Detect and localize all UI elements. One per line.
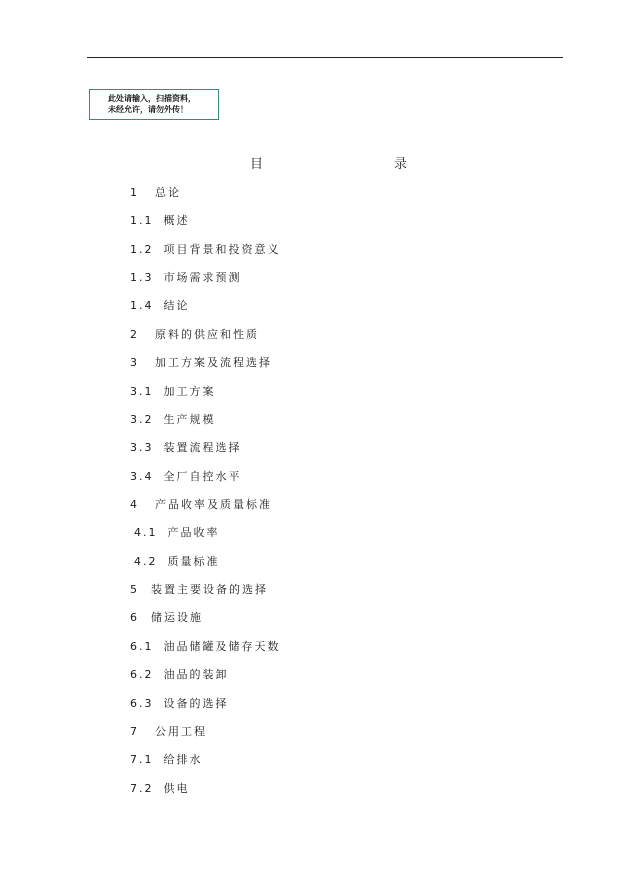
toc-entry-1-3[interactable] [130,270,242,286]
toc-entry-6[interactable] [130,610,203,626]
toc-entry-number: 3.2 [130,413,154,426]
toc-entry-number: 7.2 [130,782,154,795]
toc-entry-text: 总论 [155,186,181,199]
toc-entry-text: 结论 [163,299,190,312]
toc-entry-text: 储运设施 [151,611,203,624]
toc-entry-number: 4 [130,498,139,511]
toc-entry-text: 加工方案 [163,385,216,398]
toc-title-left: 目 [250,157,264,172]
toc-entry-text: 加工方案及流程选择 [155,356,272,369]
toc-entry-number: 1.1 [130,214,154,227]
notice-line-2: 未经允许，请勿外传！ [108,105,188,114]
toc-entry-number: 1 [130,186,139,199]
toc-entry-text: 供电 [163,782,190,795]
toc-entry-text: 项目背景和投资意义 [163,243,281,256]
toc-entry-3-1[interactable] [130,384,216,400]
toc-entry-4-2[interactable] [134,554,220,570]
toc-entry-text: 产品收率 [167,526,220,539]
toc-entry-number: 1.4 [130,299,154,312]
toc-entry-number: 1.2 [130,243,154,256]
toc-entry-number: 4.2 [134,555,158,568]
toc-entry-number: 2 [130,328,139,341]
toc-entry-number: 6.2 [130,668,154,681]
toc-entry-text: 公用工程 [155,725,207,738]
toc-entry-text: 装置主要设备的选择 [151,583,268,596]
toc-entry-5[interactable] [130,582,268,598]
toc-entry-4-1[interactable] [134,525,220,541]
toc-entry-number: 6 [130,611,139,624]
toc-entry-1-1[interactable] [130,213,190,229]
toc-entry-2[interactable] [130,327,259,343]
toc-entry-number: 1.3 [130,271,154,284]
toc-entry-number: 3 [130,356,139,369]
toc-entry-number: 7.1 [130,753,154,766]
toc-entry-text: 全厂自控水平 [163,470,242,483]
toc-entry-text: 油品的装卸 [163,668,229,681]
toc-entry-text: 概述 [163,214,190,227]
toc-entry-text: 给排水 [163,753,203,766]
toc-entry-7[interactable] [130,724,207,740]
toc-entry-7-2[interactable] [130,781,190,797]
toc-entry-3-3[interactable] [130,440,242,456]
toc-entry-text: 产品收率及质量标准 [155,498,272,511]
toc-entry-number: 3.3 [130,441,154,454]
toc-entry-1[interactable] [130,185,181,201]
toc-entry-number: 7 [130,725,139,738]
toc-entry-6-3[interactable] [130,696,229,712]
toc-entry-text: 原料的供应和性质 [155,328,259,341]
toc-entry-number: 3.1 [130,385,154,398]
toc-entry-3-2[interactable] [130,412,216,428]
toc-entry-6-1[interactable] [130,639,281,655]
toc-entry-text: 生产规模 [163,413,216,426]
toc-entry-number: 3.4 [130,470,154,483]
toc-entry-text: 质量标准 [167,555,220,568]
toc-entry-text: 市场需求预测 [163,271,242,284]
toc-entry-4[interactable] [130,497,272,513]
toc-title-right: 录 [394,157,408,172]
toc-entry-text: 设备的选择 [163,697,229,710]
toc-entry-text: 装置流程选择 [163,441,242,454]
notice-line-1: 此处请输入，扫描资料， [108,94,196,103]
toc-entry-3-4[interactable] [130,469,242,485]
toc-entry-number: 5 [130,583,139,596]
toc-entry-number: 6.1 [130,640,154,653]
toc-entry-6-2[interactable] [130,667,229,683]
toc-entry-text: 油品储罐及储存天数 [163,640,281,653]
toc-entry-1-4[interactable] [130,298,190,314]
toc-entry-1-2[interactable] [130,242,281,258]
toc-entry-3[interactable] [130,355,272,371]
toc-entry-number: 4.1 [134,526,158,539]
toc-entry-number: 6.3 [130,697,154,710]
toc-entry-7-1[interactable] [130,752,203,768]
